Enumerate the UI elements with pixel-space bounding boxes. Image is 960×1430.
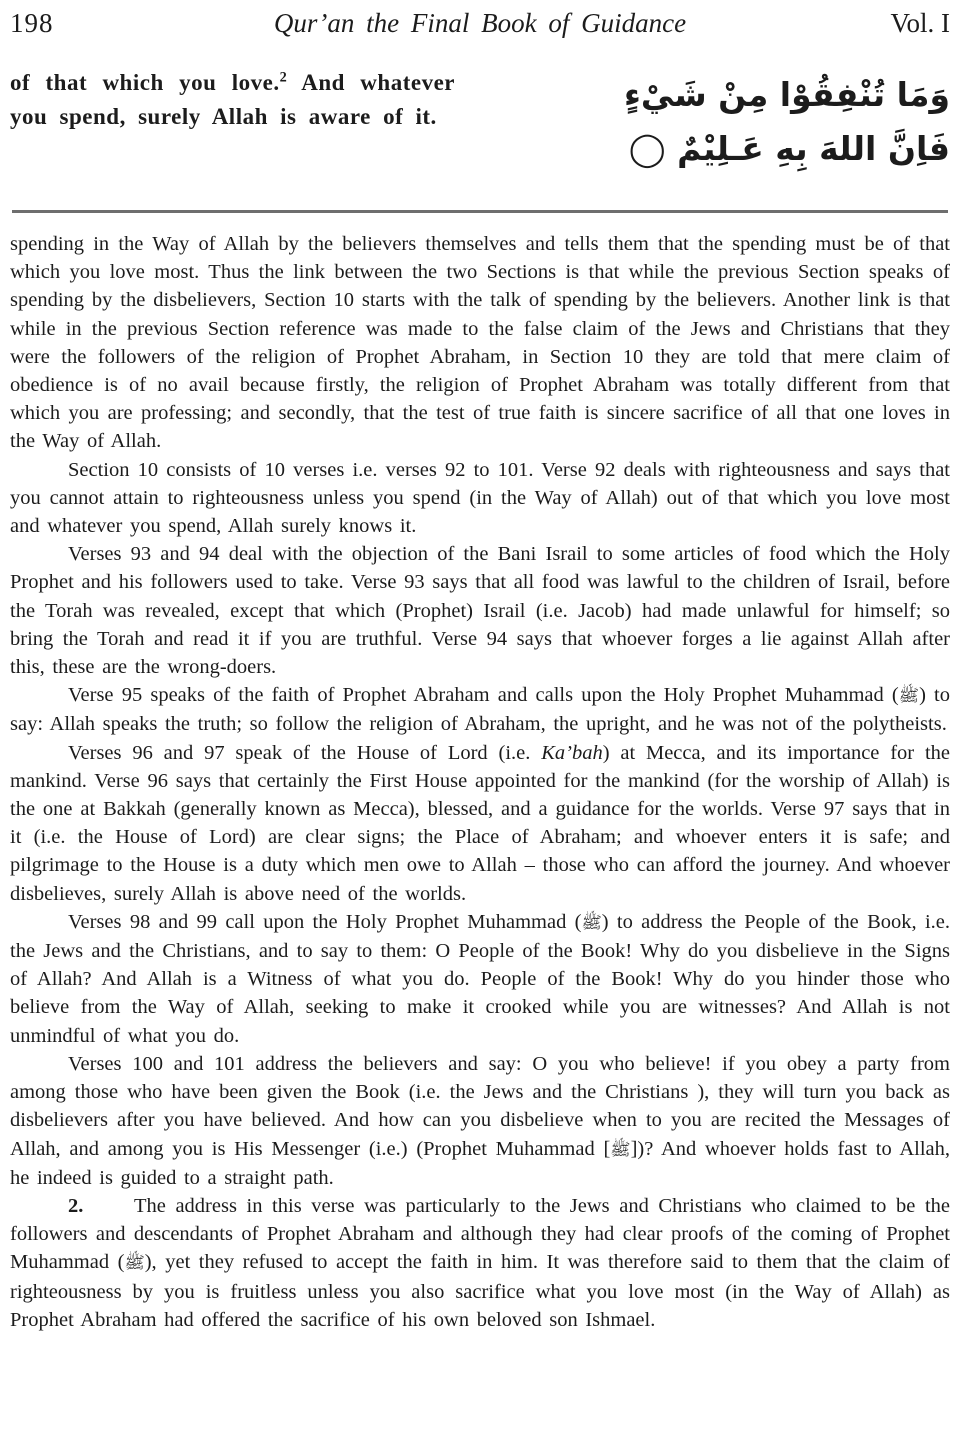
paragraph-text: Verse 95 speaks of the faith of Prophet Abraham and calls upon the Holy Prophet Muhammad ( xyxy=(68,684,899,707)
running-header xyxy=(10,8,950,38)
prophet-honorific-symbol: ﷺ xyxy=(124,1253,145,1273)
arabic-verse-line: فَاِنَّ اللهَ بِهِ عَـلِيْمٌ ◯ xyxy=(628,129,950,168)
translation-text-end: And whatever you spend, surely Allah is aware of it. xyxy=(10,70,455,129)
verse-section xyxy=(10,66,950,184)
paragraph-text: Verses 100 and 101 address the believers and say: O you who believe! if you obey a party from among those who have been given the Book (i.e. the Jews and the Christians ), they will turn you back as disbelievers after you have believed. And how can you disbelieve when to you are recited the Messages of Allah, and among you is His Messenger (i.e.) (Prophet Muhammad [ xyxy=(10,1052,950,1160)
paragraph-text: The address in this verse was particularly to the Jews and Christians who claimed to be the followers and descendants of Prophet Abraham and although they had clear proofs of the coming of Prophet Muhammad ( xyxy=(10,1194,950,1274)
section-divider xyxy=(12,210,948,213)
footnote-number: 2. xyxy=(68,1194,84,1217)
paragraph xyxy=(10,681,950,738)
paragraph xyxy=(10,908,950,1050)
prophet-honorific-symbol: ﷺ xyxy=(898,686,920,706)
page-number: 198 xyxy=(10,8,54,38)
verse-translation xyxy=(10,66,455,184)
paragraph-text: ])? And whoever holds fast to Allah, he indeed is guided to a straight path. xyxy=(10,1137,950,1189)
verse-arabic xyxy=(520,66,950,184)
prophet-honorific-symbol: ﷺ xyxy=(581,912,602,932)
arabic-verse-line: وَمَا تُنْفِقُوْا مِنْ شَيْءٍ xyxy=(623,75,950,114)
paragraph-text: Verses 98 and 99 call upon the Holy Prophet Muhammad ( xyxy=(68,910,582,933)
paragraph xyxy=(10,739,950,908)
book-title: Qur’an the Final Book of Guidance xyxy=(273,8,687,38)
paragraph-text: ), yet they refused to accept the faith in him. It was therefore said to them that the claim of righteousness by you is fruitless unless you also sacrifice what you love most (in the Way of Allah) as Prophet Abraham had offered the sacrifice of his own beloved son Ishmael. xyxy=(10,1251,950,1331)
translation-text-start: of that which you love. xyxy=(10,70,280,95)
paragraph-text: Verses 93 and 94 deal with the objection of the Bani Israil to some articles of food which the Holy Prophet and his followers used to take. Verse 93 says that all food was lawful to the children of Israil, before the Torah was revealed, except that which (Prophet) Israil (i.e. Jacob) had made unlawful for himself; so bring the Torah and read it if you are truthful. Verse 94 says that whoever forges a lie against Allah after this, these are the wrong-doers. xyxy=(10,543,950,679)
paragraph-text: spending in the Way of Allah by the believers themselves and tells them that the spending must be of that which you love most. Thus the link between the two Sections is that while the previous Section speaks of spending by the disbelievers, Section 10 starts with the talk of spending by the believers. Another link is that while in the previous Section reference was made to the false claim of the Jews and Christians that they were the followers of the religion of Prophet Abraham, in Section 10 they are told that mere claim of obedience is of no avail because firstly, the religion of Prophet Abraham was totally different from that which you are professing; and secondly, that the test of true faith is sincere sacrifice of all that one loves in the Way of Allah. xyxy=(10,233,950,453)
paragraph xyxy=(10,540,950,681)
paragraph-text: ) to say: Allah speaks the truth; so follow the religion of Abraham, the upright, and he was not of the polytheists. xyxy=(10,684,950,736)
paragraph xyxy=(10,456,950,541)
commentary-body xyxy=(10,230,950,1334)
footnote-reference: 2 xyxy=(279,69,288,86)
paragraph xyxy=(10,1050,950,1192)
volume-label: Vol. I xyxy=(890,8,950,38)
paragraph-text: ) at Mecca, and its importance for the mankind. Verse 96 says that certainly the First House appointed for the mankind (for the worship of Allah) is the one at Bakkah (generally known as Mecca), blessed, and a guidance for the worlds. Verse 97 says that in it (i.e. the House of Lord) are clear signs; the Place of Abraham; and whoever enters it is safe; and pilgrimage to the House is a duty which men owe to Allah – those who can afford the journey. And whoever disbelieves, surely Allah is above need of the worlds. xyxy=(10,741,950,905)
paragraph-text: Section 10 consists of 10 verses i.e. verses 92 to 101. Verse 92 deals with righteousness and says that you cannot attain to righteousness unless you spend (in the Way of Allah) out of that which you love most and whatever you spend, Allah surely knows it. xyxy=(10,458,950,538)
paragraph-text: Verses 96 and 97 speak of the House of Lord (i.e. xyxy=(68,741,542,764)
paragraph xyxy=(10,230,950,456)
footnote-paragraph xyxy=(10,1192,950,1334)
paragraph-text: ) to address the People of the Book, i.e. the Jews and the Christians, and to say to them: O People of the Book! Why do you disbelieve in the Signs of Allah? And Allah is a Witness of what you do. People of the Book! Why do you hinder those who believe from the Way of Allah, seeking to make it crooked while you are witnesses? And Allah is not unmindful of what you do. xyxy=(10,910,950,1047)
prophet-honorific-symbol: ﷺ xyxy=(610,1139,631,1159)
kabah-italic-term: Ka’bah xyxy=(541,741,603,764)
